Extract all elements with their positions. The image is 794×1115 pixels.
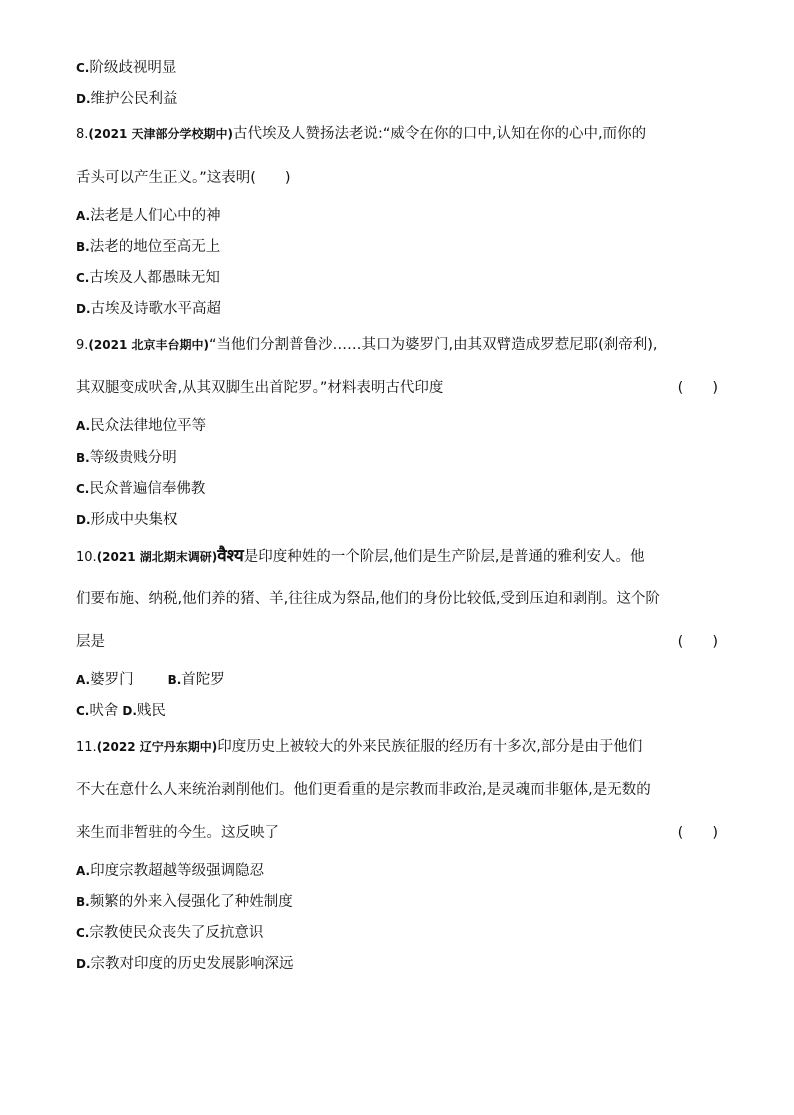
q9-option-d xyxy=(76,510,718,530)
question-number: 9. xyxy=(76,338,89,353)
option-letter: D. xyxy=(76,513,91,527)
option-letter: C. xyxy=(76,482,90,496)
question-source: (2021 天津部分学校期中) xyxy=(88,127,233,141)
question-number: 10. xyxy=(76,550,97,565)
q11-option-c xyxy=(76,923,718,943)
option-letter: D. xyxy=(76,957,91,971)
option-text: 法老的地位至高无上 xyxy=(89,239,221,255)
question-source: (2021 北京丰台期中) xyxy=(88,338,209,352)
q11-stem-line-2 xyxy=(76,780,718,800)
option-text: 等级贵贱分明 xyxy=(89,450,177,466)
option-text: 维护公民利益 xyxy=(90,91,178,107)
q11-option-d xyxy=(76,954,718,974)
option-text: 阶级歧视明显 xyxy=(89,60,177,76)
q11-option-b xyxy=(76,892,718,912)
option-letter: B. xyxy=(76,240,90,254)
question-text: 是印度种姓的一个阶层,他们是生产阶层,是普通的雅利安人。他 xyxy=(243,549,645,565)
option-text: 频繁的外来入侵强化了种姓制度 xyxy=(89,894,293,910)
option-text: 印度宗教超越等级强调隐忍 xyxy=(90,863,265,879)
q9-option-b xyxy=(76,448,718,468)
hindi-word: वैश्य xyxy=(217,546,244,566)
option-text: 宗教使民众丧失了反抗意识 xyxy=(89,925,264,941)
q10-stem-line-2 xyxy=(76,589,718,609)
option-letter: C. xyxy=(76,61,90,75)
q11-option-a xyxy=(76,861,718,881)
option-text: 古埃及诗歌水平高超 xyxy=(90,301,222,317)
question-text: 其双腿变成吠舍,从其双脚生出首陀罗。”材料表明古代印度 xyxy=(76,380,444,396)
question-text: 来生而非暂驻的今生。这反映了 xyxy=(76,825,279,841)
option-text: 婆罗门 xyxy=(90,672,134,688)
q11-stem-line-3 xyxy=(76,823,718,843)
option-c xyxy=(76,703,118,719)
q9-stem-line-2 xyxy=(76,378,718,398)
option-letter: C. xyxy=(76,926,90,940)
option-text: 形成中央集权 xyxy=(90,512,178,528)
option-text: 宗教对印度的历史发展影响深远 xyxy=(90,956,294,972)
q8-option-b xyxy=(76,237,718,257)
option-text: 民众普遍信奉佛教 xyxy=(89,481,206,497)
q8-option-d xyxy=(76,299,718,319)
q8-stem-line-2 xyxy=(76,168,718,188)
q10-stem-line-3 xyxy=(76,632,718,652)
option-a xyxy=(76,672,134,688)
option-text: 贱民 xyxy=(136,703,166,719)
question-number: 8. xyxy=(76,127,89,142)
question-text: 古代埃及人赞扬法老说:“威令在你的口中,认知在你的心中,而你的 xyxy=(232,126,647,142)
option-d xyxy=(122,703,166,719)
option-letter: B. xyxy=(76,451,90,465)
option-text: 民众法律地位平等 xyxy=(90,418,207,434)
question-text: “当他们分割普鲁沙……其口为婆罗门,由其双臂造成罗惹尼耶(刹帝利), xyxy=(208,337,658,353)
option-letter: A. xyxy=(76,209,91,223)
option-letter: D. xyxy=(76,92,91,106)
option-letter: D. xyxy=(122,704,137,718)
option-letter: B. xyxy=(167,673,182,687)
question-text: 印度历史上被较大的外来民族征服的经历有十多次,部分是由于他们 xyxy=(217,739,643,755)
answer-blank: ( ) xyxy=(677,825,718,841)
question-source: (2022 辽宁丹东期中) xyxy=(96,740,218,754)
q8-stem-line-1 xyxy=(76,124,718,145)
option-letter: C. xyxy=(76,271,90,285)
answer-blank: ( ) xyxy=(677,634,718,650)
q10-options-row-1 xyxy=(76,670,718,690)
option-text: 吠舍 xyxy=(89,703,119,719)
option-letter: C. xyxy=(76,704,90,718)
question-text: 层是 xyxy=(76,634,105,650)
q7-option-d xyxy=(76,89,718,109)
question-number: 11. xyxy=(76,740,97,755)
option-letter: A. xyxy=(76,864,91,878)
option-letter: A. xyxy=(76,673,91,687)
option-letter: A. xyxy=(76,419,91,433)
question-text: 舌头可以产生正义。”这表明( ) xyxy=(76,170,291,186)
question-source: (2021 湖北期末调研) xyxy=(96,550,218,564)
q9-stem-line-1 xyxy=(76,335,718,356)
q10-options-row-2 xyxy=(76,701,718,721)
answer-blank: ( ) xyxy=(677,380,718,396)
option-text: 首陀罗 xyxy=(181,672,225,688)
q10-stem-line-1 xyxy=(76,546,718,568)
q9-option-a xyxy=(76,416,718,436)
option-letter: B. xyxy=(76,895,90,909)
question-text: 们要布施、纳税,他们养的猪、羊,往往成为祭品,他们的身份比较低,受到压迫和剥削。这个阶 xyxy=(76,591,660,607)
q7-option-c xyxy=(76,58,718,78)
q8-option-c xyxy=(76,268,718,288)
q9-option-c xyxy=(76,479,718,499)
q11-stem-line-1 xyxy=(76,737,718,758)
option-text: 法老是人们心中的神 xyxy=(90,208,221,224)
option-letter: D. xyxy=(76,302,91,316)
option-text: 古埃及人都愚昧无知 xyxy=(89,270,220,286)
question-text: 不大在意什么人来统治剥削他们。他们更看重的是宗教而非政治,是灵魂而非躯体,是无数的 xyxy=(76,782,651,798)
option-b xyxy=(168,672,225,688)
q8-option-a xyxy=(76,206,718,226)
